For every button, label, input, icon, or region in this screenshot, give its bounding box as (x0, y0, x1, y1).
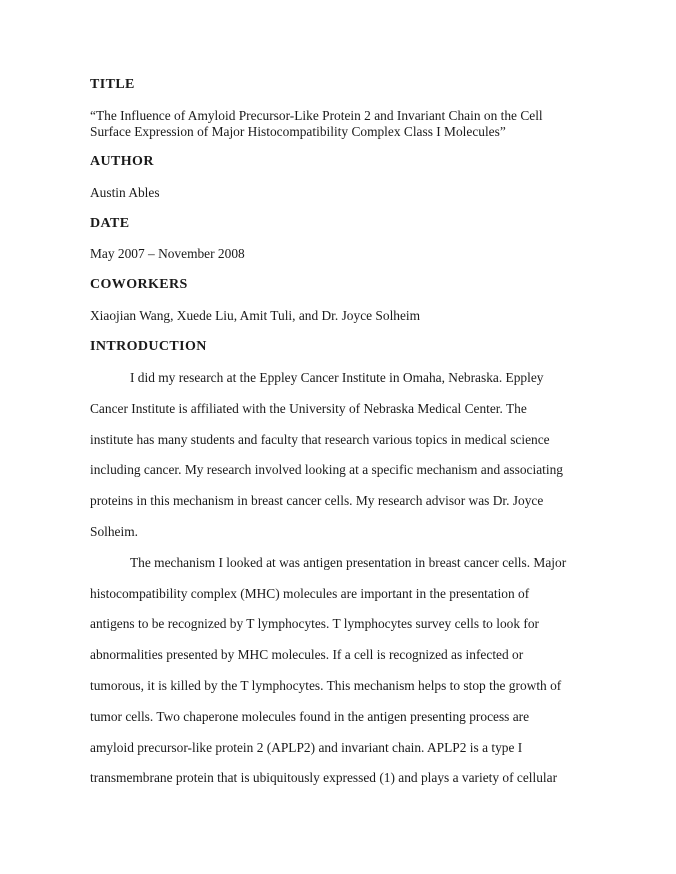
intro-p1-line-1: I did my research at the Eppley Cancer Institute in Omaha, Nebraska. Eppley (130, 370, 544, 385)
intro-p1-line-2: Cancer Institute is affiliated with the University of Nebraska Medical Center. The (90, 401, 527, 416)
intro-p2-line-6: tumor cells. Two chaperone molecules found in the antigen presenting process are (90, 709, 530, 724)
intro-p1-line-6: Solheim. (90, 524, 138, 539)
intro-p2-line-1: The mechanism I looked at was antigen presentation in breast cancer cells. Major (130, 555, 567, 570)
intro-p2-line-5: tumorous, it is killed by the T lymphocytes. This mechanism helps to stop the growth of (90, 678, 562, 693)
intro-p1-line-4: including cancer. My research involved looking at a specific mechanism and associating (90, 462, 563, 477)
coworkers-list: Xiaojian Wang, Xuede Liu, Amit Tuli, and Dr. Joyce Solheim (90, 308, 421, 323)
intro-p2-line-7: amyloid precursor-like protein 2 (APLP2) and invariant chain. APLP2 is a type I (90, 740, 523, 755)
coworkers-heading: COWORKERS (90, 277, 188, 292)
title-line-1: “The Influence of Amyloid Precursor-Like Protein 2 and Invariant Chain on the Cell (90, 108, 543, 123)
introduction-heading: INTRODUCTION (90, 339, 207, 354)
title-heading: TITLE (90, 77, 135, 92)
date-heading: DATE (90, 216, 130, 231)
intro-p2-line-4: abnormalities presented by MHC molecules. If a cell is recognized as infected or (90, 647, 524, 662)
author-name: Austin Ables (90, 185, 160, 200)
intro-p2-line-8: transmembrane protein that is ubiquitously expressed (1) and plays a variety of cellular (90, 770, 558, 785)
intro-p1-line-3: institute has many students and faculty that research various topics in medical science (90, 432, 550, 447)
intro-p1-line-5: proteins in this mechanism in breast cancer cells. My research advisor was Dr. Joyce (90, 493, 544, 508)
intro-p2-line-2: histocompatibility complex (MHC) molecules are important in the presentation of (90, 586, 530, 601)
date-range: May 2007 – November 2008 (90, 246, 245, 261)
title-line-2: Surface Expression of Major Histocompatibility Complex Class I Molecules” (90, 124, 506, 139)
author-heading: AUTHOR (90, 154, 154, 169)
intro-p2-line-3: antigens to be recognized by T lymphocytes. T lymphocytes survey cells to look for (90, 616, 539, 631)
